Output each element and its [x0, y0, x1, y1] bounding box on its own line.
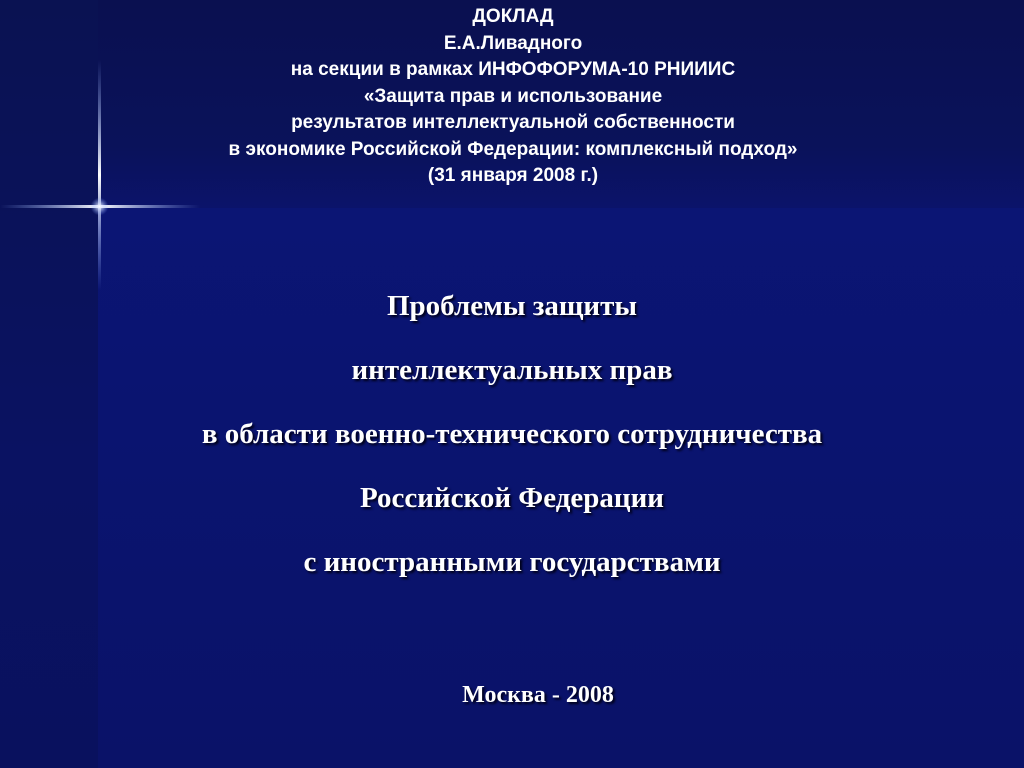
report-header [98, 4, 928, 190]
header-topic-line-3: в экономике Российской Федерации: комплексный подход» [228, 138, 798, 160]
header-author: Е.А.Ливадного [443, 32, 583, 54]
footer-city-year: Москва - 2008 [462, 682, 614, 708]
header-topic-line-1: «Защита прав и использование [363, 85, 663, 107]
header-report-label: ДОКЛАД [472, 6, 554, 27]
slide-title [0, 280, 1024, 600]
title-line-1: Проблемы защиты [387, 290, 637, 322]
title-line-4: Российской Федерации [359, 482, 664, 514]
title-line-5: с иностранными государствами [303, 546, 721, 578]
header-topic-line-2: результатов интеллектуальной собственности [291, 112, 735, 133]
title-line-3: в области военно-технического сотрудничества [201, 418, 823, 450]
title-line-2: интеллектуальных прав [351, 354, 673, 386]
header-date: (31 января 2008 г.) [427, 165, 599, 186]
header-section: на секции в рамках ИНФОФОРУМА-10 РНИИИС [290, 59, 736, 80]
